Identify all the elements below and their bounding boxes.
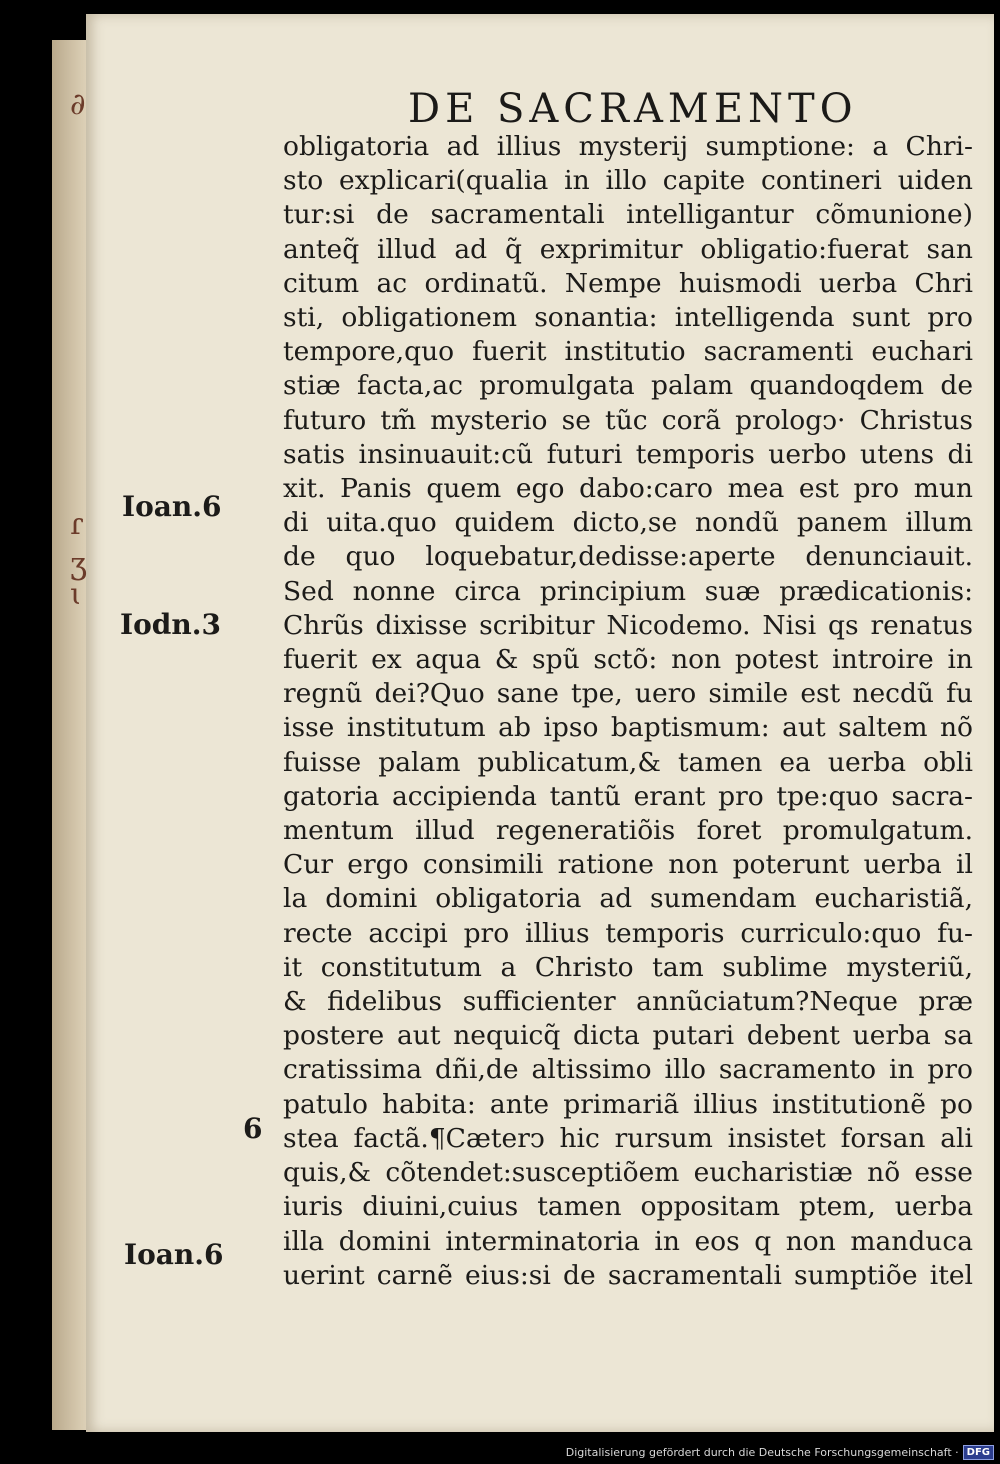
text-line: iuris diuini,cuius tamen oppositam ptem, uerba xyxy=(283,1191,973,1223)
text-line: fuerit ex aqua & spũ sctõ: non potest introire in xyxy=(283,644,973,676)
text-line: stiæ facta,ac promulgata palam quandoqdem de xyxy=(283,370,973,402)
text-line: regnũ dei?Quo sane tpe, uero simile est necdũ fu xyxy=(283,678,973,710)
text-line: it constitutum a Christo tam sublime mysteriũ, xyxy=(283,951,973,983)
text-line: tur:si de sacramentali intelligantur cõmunione) xyxy=(283,199,973,231)
text-line: gatoria accipienda tantũ erant pro tpe:quo sacra- xyxy=(283,780,973,812)
edge-marks: ∂ ɾ ʒ ɩ xyxy=(70,87,87,612)
dfg-logo: DFG xyxy=(963,1445,994,1460)
text-line: patulo habita: ante primariã illius institutionẽ po xyxy=(283,1088,973,1120)
text-line: fuisse palam publicatum,& tamen ea uerba obli xyxy=(283,746,973,778)
text-line: quis,& cõtendet:susceptiõem eucharistiæ nõ esse xyxy=(283,1157,973,1189)
text-line: citum ac ordinatũ. Nempe huismodi uerba Chri xyxy=(283,267,973,299)
text-line: illa domini interminatoria in eos q non manduca xyxy=(283,1225,973,1257)
text-line: cratissima dñi,de altissimo illo sacramento in pro xyxy=(283,1054,973,1086)
text-line: futuro tm̃ mysterio se tũc corã prologↄ· Christus xyxy=(283,404,973,436)
text-line: recte accipi pro illius temporis curriculo:quo fu- xyxy=(283,917,973,949)
running-head: DE SACRAMENTO xyxy=(408,86,858,132)
text-line: Sed nonne circa principium suæ prædicationis: xyxy=(283,575,973,607)
text-line: postere aut nequicq̃ dicta putari debent uerba sa xyxy=(283,1020,973,1052)
margin-note-4: Ioan.6 xyxy=(124,1238,224,1271)
margin-note-2: Iodn.3 xyxy=(120,608,221,641)
margin-note-1: Ioan.6 xyxy=(122,490,222,523)
text-line: isse institutum ab ipso baptismum: aut saltem nõ xyxy=(283,712,973,744)
text-line: obligatoria ad illius mysterij sumptione: a Chri- xyxy=(283,131,973,162)
text-line: di uita.quo quidem dicto,se nondũ panem illum xyxy=(283,507,973,539)
text-line: Cur ergo consimili ratione non poterunt uerba il xyxy=(283,849,973,881)
body-text xyxy=(283,130,973,1293)
text-line: stea factã.¶Cæterↄ hic rursum insistet forsan ali xyxy=(283,1122,973,1154)
footer xyxy=(566,1445,994,1460)
text-line: xit. Panis quem ego dabo:caro mea est pro mun xyxy=(283,473,973,505)
text-line: Chrũs dixisse scribitur Nicodemo. Nisi qs renatus xyxy=(283,609,973,641)
text-line: satis insinuauit:cũ futuri temporis uerbo utens di xyxy=(283,438,973,470)
text-line: & fidelibus sufficienter annũciatum?Neque præ xyxy=(283,986,973,1018)
text-line: sto explicari(qualia in illo capite contineri uiden xyxy=(283,165,973,197)
text-line: uerint carnẽ eius:si de sacramentali sumptiõe itel xyxy=(283,1259,973,1291)
text-line: la domini obligatoria ad sumendam eucharistiã, xyxy=(283,883,973,915)
text-line: tempore,quo fuerit institutio sacramenti euchari xyxy=(283,336,973,368)
text-line: de quo loquebatur,dedisse:aperte denunciauit. xyxy=(283,541,973,573)
text-line: mentum illud regeneratiõis foret promulgatum. xyxy=(283,815,973,847)
footer-credit: Digitalisierung gefördert durch die Deutsche Forschungsgemeinschaft · xyxy=(565,1446,959,1459)
text-line: anteq̃ illud ad q̃ exprimitur obligatio:fuerat san xyxy=(283,233,973,265)
text-line: sti, obligationem sonantia: intelligenda sunt pro xyxy=(283,302,973,334)
margin-note-3: 6 xyxy=(243,1112,263,1145)
